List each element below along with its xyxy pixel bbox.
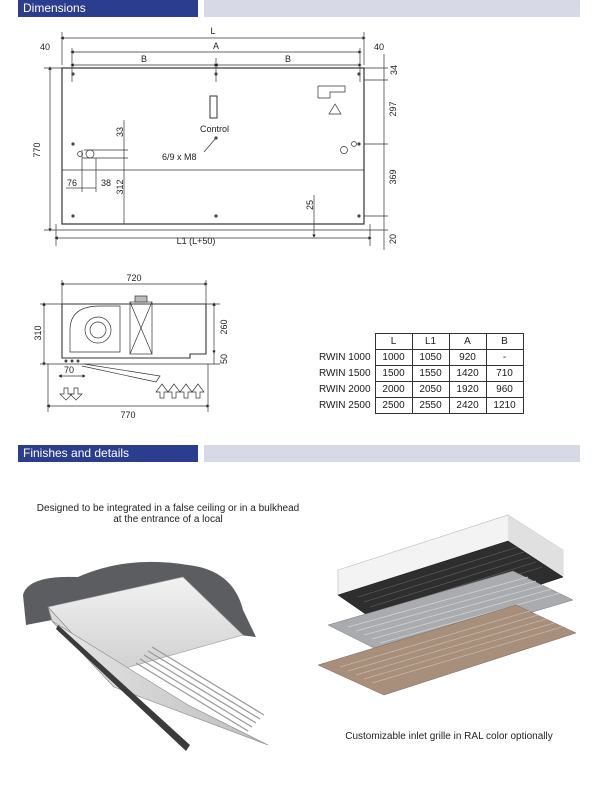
dim-25: 25 bbox=[305, 199, 315, 211]
cell-L: 1500 bbox=[375, 366, 412, 382]
model-name: RWIN 2000 bbox=[319, 384, 371, 395]
header-A: A bbox=[449, 334, 486, 350]
cell-B: 1210 bbox=[486, 398, 523, 414]
cell-A: 920 bbox=[449, 350, 486, 366]
bolt-label: 6/9 x M8 bbox=[162, 152, 197, 162]
integration-caption bbox=[18, 503, 318, 525]
finishes-title: Finishes and details bbox=[18, 445, 198, 462]
dim-33: 33 bbox=[115, 126, 125, 138]
cell-A: 2420 bbox=[449, 398, 486, 414]
side-dim-50: 50 bbox=[219, 353, 229, 365]
table-row bbox=[316, 350, 523, 366]
cell-L1: 1050 bbox=[412, 350, 449, 366]
cell-L: 1000 bbox=[375, 350, 412, 366]
model-name: RWIN 2500 bbox=[319, 400, 371, 411]
dim-B-right: B bbox=[284, 54, 292, 64]
model-name: RWIN 1000 bbox=[319, 352, 371, 363]
cell-A: 1920 bbox=[449, 382, 486, 398]
dim-A: A bbox=[212, 41, 220, 51]
table-row bbox=[316, 382, 523, 398]
section-header-bar bbox=[204, 445, 580, 462]
ceiling-unit-illustration bbox=[18, 555, 298, 755]
front-view-drawing bbox=[0, 20, 420, 260]
header-L1: L1 bbox=[412, 334, 449, 350]
dim-L1: L1 (L+50) bbox=[176, 236, 216, 246]
dim-20: 20 bbox=[388, 233, 398, 245]
dimensions-section-header bbox=[18, 0, 580, 17]
dim-297: 297 bbox=[388, 101, 398, 117]
cell-B: 710 bbox=[486, 366, 523, 382]
header-L: L bbox=[375, 334, 412, 350]
cell-L1: 2050 bbox=[412, 382, 449, 398]
cell-B: 960 bbox=[486, 382, 523, 398]
table-header-row bbox=[316, 334, 523, 350]
dim-312: 312 bbox=[115, 179, 125, 195]
cell-B: - bbox=[486, 350, 523, 366]
cell-L: 2000 bbox=[375, 382, 412, 398]
grille-caption: Customizable inlet grille in RAL color optionally bbox=[345, 731, 553, 742]
side-dim-770: 770 bbox=[120, 410, 136, 420]
dim-38: 38 bbox=[101, 178, 112, 188]
integration-caption-line1: Designed to be integrated in a false ceiling or in a bulkhead bbox=[36, 503, 300, 514]
dim-B-left: B bbox=[140, 54, 148, 64]
header-B: B bbox=[486, 334, 523, 350]
spec-table bbox=[316, 333, 524, 414]
finishes-section-header bbox=[18, 445, 580, 462]
cell-L: 2500 bbox=[375, 398, 412, 414]
cell-L1: 2550 bbox=[412, 398, 449, 414]
cell-L1: 1550 bbox=[412, 366, 449, 382]
dim-40-right: 40 bbox=[374, 42, 385, 52]
side-dim-260: 260 bbox=[219, 319, 229, 335]
grille-finishes-illustration bbox=[318, 505, 580, 700]
dim-770-front: 770 bbox=[32, 142, 42, 158]
control-label: Control bbox=[200, 124, 230, 134]
dim-40-left: 40 bbox=[40, 42, 51, 52]
side-dim-70: 70 bbox=[64, 365, 75, 375]
cell-A: 1420 bbox=[449, 366, 486, 382]
section-header-bar bbox=[204, 0, 580, 17]
table-row bbox=[316, 366, 523, 382]
dimensions-title: Dimensions bbox=[18, 0, 198, 17]
dim-369: 369 bbox=[388, 169, 398, 185]
dim-76: 76 bbox=[67, 178, 78, 188]
dim-L: L bbox=[210, 26, 216, 36]
side-dim-310: 310 bbox=[33, 325, 43, 341]
model-name: RWIN 1500 bbox=[319, 368, 371, 379]
integration-caption-line2: at the entrance of a local bbox=[113, 514, 223, 525]
dim-34: 34 bbox=[389, 64, 399, 76]
side-view-drawing bbox=[30, 272, 250, 422]
side-dim-720: 720 bbox=[126, 273, 142, 283]
table-row bbox=[316, 398, 523, 414]
